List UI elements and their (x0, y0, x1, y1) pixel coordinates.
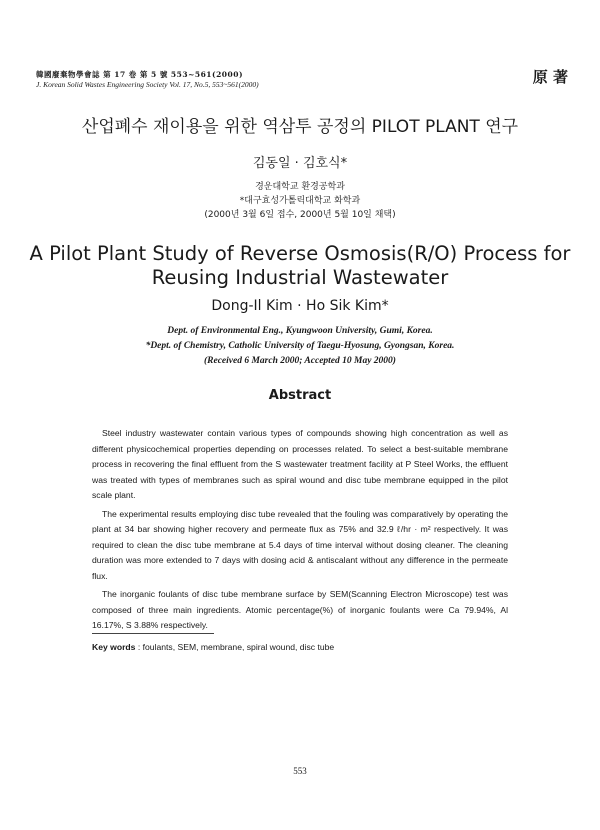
abstract-paragraph-2: The experimental results employing disc tube revealed that the fouling was comparatively by operating the plant at 34 bar showing higher recovery and permeate flux as 75% and 32.9 ℓ/hr · m² respectively. It was required to clean the disc tube membrane at 5.4 days of time interval without dosing cleaner. The cleaning duration was more extended to 7 days with dosing acid & antiscalant without any difference in the permeate flux. (92, 508, 508, 581)
english-title-line-1: A Pilot Plant Study of Reverse Osmosis(R/O) Process for (29, 242, 571, 265)
english-title (20, 242, 580, 290)
journal-name-english: J. Korean Solid Wastes Engineering Society Vol. 17, No.5, 553~561(2000) (36, 80, 259, 89)
footnote-divider (92, 633, 214, 634)
korean-affiliations (0, 180, 600, 222)
english-authors: Dong-Il Kim · Ho Sik Kim* (211, 298, 389, 314)
keywords-label: Key words (92, 642, 136, 652)
english-affiliation-2: *Dept. of Chemistry, Catholic University of Taegu-Hyosung, Gyongsan, Korea. (145, 341, 455, 351)
keywords-text: : foulants, SEM, membrane, spiral wound, disc tube (135, 642, 335, 652)
korean-dates: (2000년 3월 6일 접수, 2000년 5월 10일 채택) (204, 210, 396, 220)
korean-affiliation-2: *대구효성가톨릭대학교 화학과 (239, 196, 361, 206)
page-number: 553 (293, 766, 307, 776)
english-title-line-2: Reusing Industrial Wastewater (151, 266, 449, 289)
english-affiliations (0, 324, 600, 369)
english-dates: (Received 6 March 2000; Accepted 10 May 2000) (204, 356, 396, 366)
korean-title: 산업폐수 재이용을 위한 역삼투 공정의 PILOT PLANT 연구 (81, 117, 519, 137)
english-affiliation-1: Dept. of Environmental Eng., Kyungwoon University, Gumi, Korea. (167, 326, 433, 336)
korean-authors: 김동일 · 김호식* (252, 156, 348, 171)
journal-name-korean: 韓國廢棄物學會誌 第 17 卷 第 5 號 553~561(2000) (36, 70, 243, 79)
keywords (92, 642, 334, 652)
article-type-label: 原 著 (532, 68, 568, 86)
abstract-body (92, 426, 508, 637)
journal-header (36, 70, 259, 90)
abstract-paragraph-1: Steel industry wastewater contain various types of compounds showing high concentration as well as different physicochemical properties depending on processes related. To select a best-suitable membrane process in recovering the final effluent from the S wastewater treatment facility at P Steel Works, the effluent was treated with types of membranes such as spiral wound and disc tube membrane equipped in the pilot scale plant. (92, 428, 508, 500)
abstract-heading: Abstract (268, 388, 332, 403)
abstract-paragraph-3: The inorganic foulants of disc tube membrane surface by SEM(Scanning Electron Microscope) test was composed of three main ingredients. Atomic percentage(%) of inorganic foulants were Ca 79.94%, Al 16.17%, S 3.88% respectively. (92, 589, 508, 630)
korean-affiliation-1: 경운대학교 환경공학과 (255, 182, 345, 192)
